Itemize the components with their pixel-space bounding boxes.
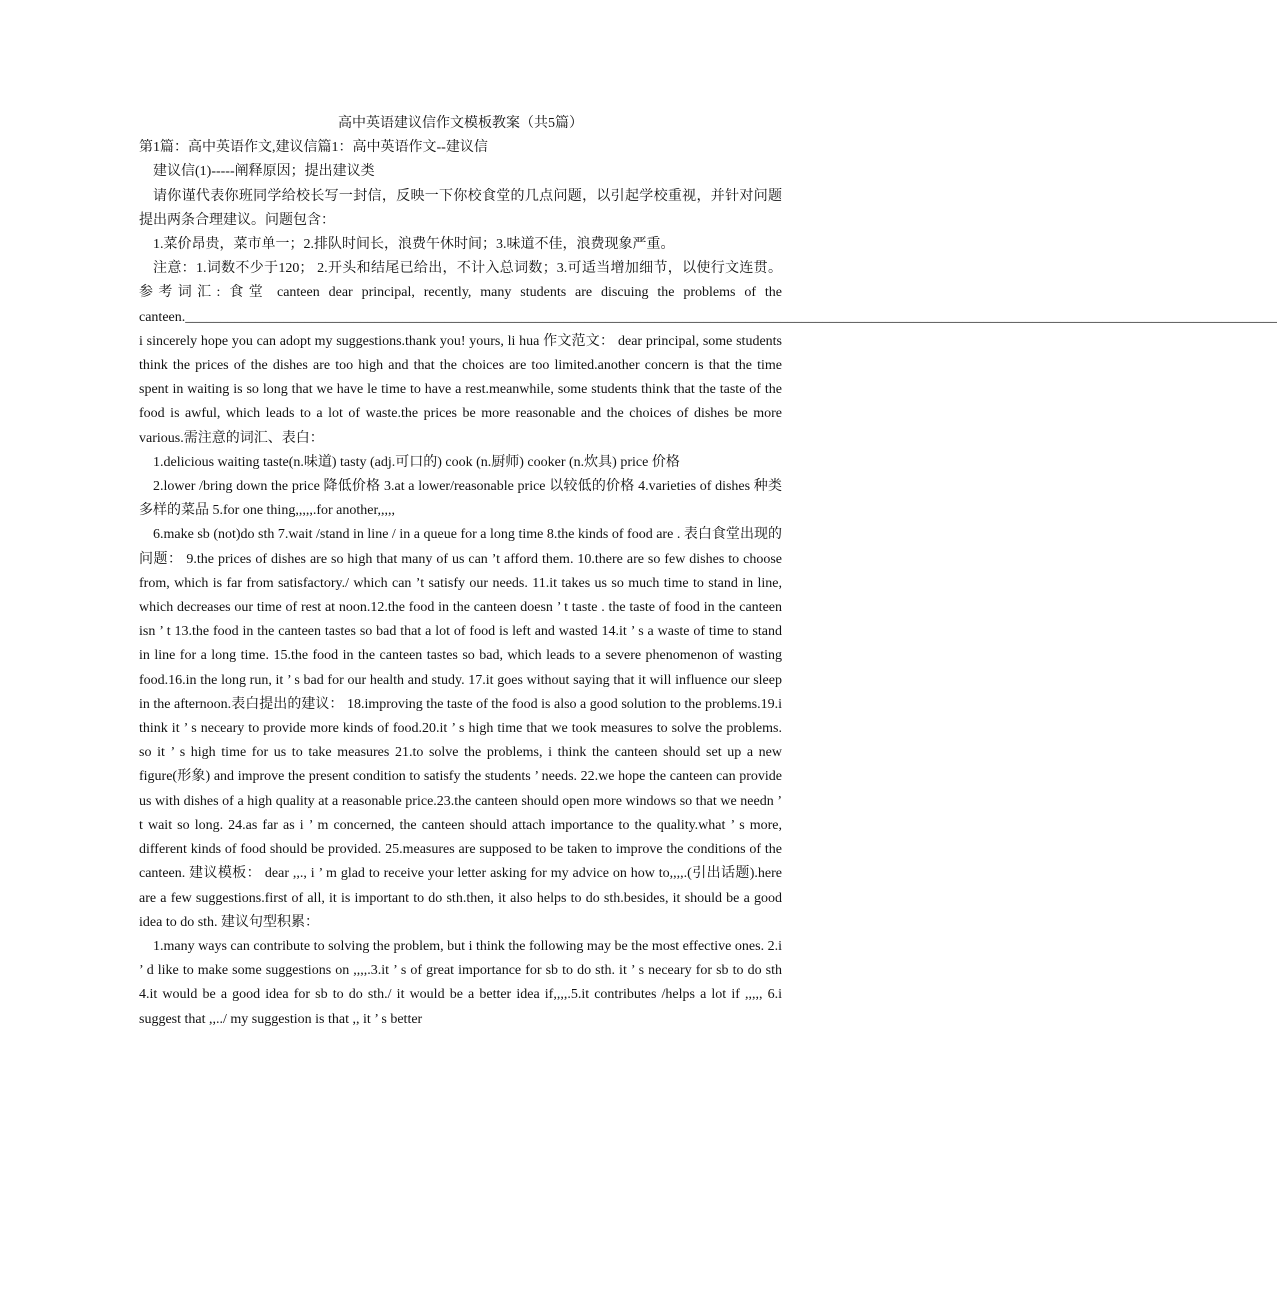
suggestion-patterns: 1.many ways can contribute to solving the problem, but i think the following may be the most effective ones. 2.i ’ d like to make some suggestions on ,,,,.3.it ’ s of great importance for sb to do sth. it ’ s neceary for sb to do sth 4.it would be a good idea for sb to do sth./ it would be a better idea if,,,,.5.it contributes /helps a lot if ,,,,, 6.i suggest that ,,../ my suggestion is that ,, it ’ s better — [139, 938, 782, 1027]
expressions-block: 6.make sb (not)do sth 7.wait /stand in line / in a queue for a long time 8.the kinds of food are . 表白食堂出现的问题： 9.the prices of dishes are so high that many of us can ’t afford them. 10.there are so few dishes to choose from, which is far from satisfactory./ which can ’t satisfy our needs. 11.it takes us so much time to stand in line, which decreases our time of rest at noon.12.the food in the canteen doesn ’ t taste . the taste of food in the canteen isn ’ t 13.the food in the canteen tastes so bad that a lot of food is left and wasted 14.it ’ s a waste of time to stand in line for a long time. 15.the food in the canteen tastes so bad, which leads to a severe phenomenon of wasting food.16.in the long run, it ’ s bad for our health and study. 17.it goes without saying that it will influence our sleep in the afternoon.表白提出的建议： 18.improving the taste of the food is also a good solution to the problems.19.i think it ’ s neceary to provide more kinds of food.20.it ’ s high time that we took measures to solve the problems. so it ’ s high time for us to take measures 21.to solve the problems, i think the canteen should set up a new figure(形象) and improve the present condition to satisfy the students ’ needs. 22.we hope the canteen can provide us with dishes of a high quality at a reasonable price.23.the canteen should open more windows so that we needn ’ t wait so long. 24.as far as i ’ m concerned, the canteen should attach importance to the quality.what ’ s more, different kinds of food should be provided. 25.measures are supposed to be taken to improve the conditions of the canteen. 建议模板： dear ,,., i ’ m glad to receive your letter asking for my advice on how to,,,,.(引出话题).here are a few suggestions.first of all, it is important to do sth.then, it also helps to do sth.besides, it should be a good idea to do sth. 建议句型积累： — [139, 527, 782, 930]
section-heading: 第1篇：高中英语作文,建议信篇1：高中英语作文--建议信 — [139, 140, 488, 156]
notes-and-sample: 注意：1.词数不少于120； 2.开头和结尾已给出，不计入总词数；3.可适当增加细节，以使行文连贯。 参考词汇: 食堂 canteen dear principal, recently, many students are discuing the problems of the canteen.____________________________________________________________________________________________________________________________________________________________ i sincerely hope you can adopt my suggestions.thank you! yours, li hua 作文范文： dear principal, some students think the prices of the dishes are too high and that the choices are too limited.another concern is that the time spent in waiting is so long that we have le time to have a rest.meanwhile, some students think that the taste of the food is awful, which leads to a lot of waste.the prices be more reasonable and the choices of dishes be more various.需注意的词汇、表白： — [139, 261, 1277, 446]
document-page — [139, 112, 1277, 1032]
document-title: 高中英语建议信作文模板教案（共5篇） — [338, 116, 583, 131]
letter-type: 建议信(1)-----阐释原因；提出建议类 — [153, 164, 375, 180]
vocab-item-1: 1.delicious waiting taste(n.味道) tasty (adj.可口的) cook (n.厨师) cooker (n.炊具) price 价格 — [153, 454, 680, 470]
problem-list: 1.菜价昂贵，菜市单一；2.排队时间长，浪费午休时间；3.味道不佳，浪费现象严重。 — [153, 237, 675, 253]
task-prompt: 请你谨代表你班同学给校长写一封信，反映一下你校食堂的几点问题，以引起学校重视，并针对问题提出两条合理建议。问题包含： — [139, 188, 782, 228]
vocab-item-2: 2.lower /bring down the price 降低价格 3.at a lower/reasonable price 以较低的价格 4.varieties of dishes 种类多样的菜品 5.for one thing,,,,,.for another,,,,, — [139, 479, 782, 519]
